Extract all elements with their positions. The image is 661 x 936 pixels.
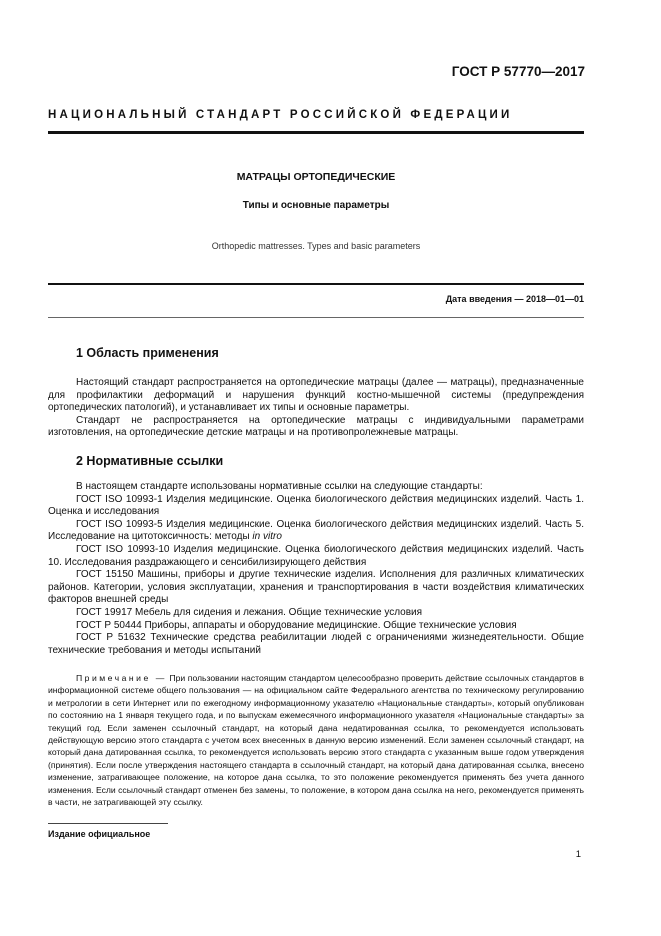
section-1-paragraph-1: Настоящий стандарт распространяется на ортопедические матрацы (далее — матрацы), предназначенные для профилактики деформаций и нарушения функций костно-мышечной системы (предупреждения ортопедических патологий), и устанавливает их типы и основные параметры. — [48, 377, 584, 414]
section-1-body — [48, 377, 584, 440]
references-note — [48, 672, 584, 808]
section-1-heading: 1 Область применения — [76, 346, 219, 360]
section-2-heading: 2 Нормативные ссылки — [76, 454, 224, 468]
note-text: При пользовании настоящим стандартом целесообразно проверить действие ссылочных стандартов в информационной системе общего пользования — на официальном сайте Федерального агентства по техническому регулированию и метрологии в сети Интернет или по ежегодному информационному указателю «Национальные стандарты», который опубликован по состоянию на 1 января текущего года, и по выпускам ежемесячного информационного указателя «Национальные стандарты» за текущий год. Если заменен ссылочный стандарт, на который дана недатированная ссылка, то рекомендуется использовать действующую версию этого стандарта с учетом всех внесенных в данную версию изменений. Если заменен ссылочный стандарт, на который дана датированная ссылка, то рекомендуется использовать версию этого стандарта с указанным выше годом утверждения (принятия). Если после утверждения настоящего стандарта в ссылочный стандарт, на который дана датированная ссылка, внесено изменение, затрагивающее положение, на которое дана ссылка, то это положение рекомендуется применять без учета данного изменения. Если ссылочный стандарт отменен без замены, то положение, в котором дана ссылка на него, рекомендуется применять в части, не затрагивающей эту ссылку. — [48, 673, 584, 808]
document-title: МАТРАЦЫ ОРТОПЕДИЧЕСКИЕ — [236, 171, 396, 183]
reference-text: ГОСТ ISO 10993-5 Изделия медицинские. Оценка биологического действия медицинских изделий. Часть 5. Исследование на цитотоксичность: методы — [48, 518, 584, 543]
document-number: ГОСТ Р 57770—2017 — [451, 64, 585, 79]
section-1-paragraph-2: Стандарт не распространяется на ортопедические матрацы с индивидуальными параметрами изготовления, на ортопедические детские матрацы и на противопролежневые матрацы. — [48, 414, 584, 439]
footer-divider — [48, 823, 168, 824]
note-body — [48, 672, 584, 808]
reference-item: ГОСТ 15150 Машины, приборы и другие технические изделия. Исполнения для различных климатических районов. Категории, условия эксплуатации, хранения и транспортирования в части воздействия климатических факторов внешней среды — [48, 569, 584, 606]
section-2-body — [48, 481, 584, 657]
title-divider — [48, 283, 584, 285]
section-2-lead: В настоящем стандарте использованы нормативные ссылки на следующие стандарты: — [76, 481, 483, 492]
reference-item: ГОСТ ISO 10993-1 Изделия медицинские. Оценка биологического действия медицинских изделий. Часть 1. Оценка и исследования — [48, 493, 584, 518]
document-subtitle: Типы и основные параметры — [242, 200, 390, 211]
introduction-date: Дата введения — 2018—01—01 — [445, 294, 584, 304]
page-number: 1 — [575, 849, 581, 860]
header-divider — [48, 131, 584, 134]
reference-item: ГОСТ 19917 Мебель для сидения и лежания. Общие технические условия — [76, 606, 423, 618]
reference-item: ГОСТ ISO 10993-10 Изделия медицинские. Оценка биологического действия медицинских изделий. Часть 10. Исследования раздражающего и сенсибилизирующего действия — [48, 543, 584, 568]
note-label: Примечание — — [76, 673, 167, 683]
reference-item: ГОСТ Р 50444 Приборы, аппараты и оборудование медицинские. Общие технические условия — [76, 619, 517, 631]
national-standard-banner: НАЦИОНАЛЬНЫЙ СТАНДАРТ РОССИЙСКОЙ ФЕДЕРАЦИИ — [48, 109, 513, 121]
edition-label: Издание официальное — [48, 829, 151, 839]
reference-item: ГОСТ Р 51632 Технические средства реабилитации людей с ограничениями жизнедеятельности. Общие технические требования и методы испытаний — [48, 632, 584, 656]
date-divider — [48, 317, 584, 318]
english-title: Orthopedic mattresses. Types and basic parameters — [211, 241, 421, 251]
reference-italic: in vitro — [252, 531, 282, 543]
reference-item — [48, 519, 584, 544]
